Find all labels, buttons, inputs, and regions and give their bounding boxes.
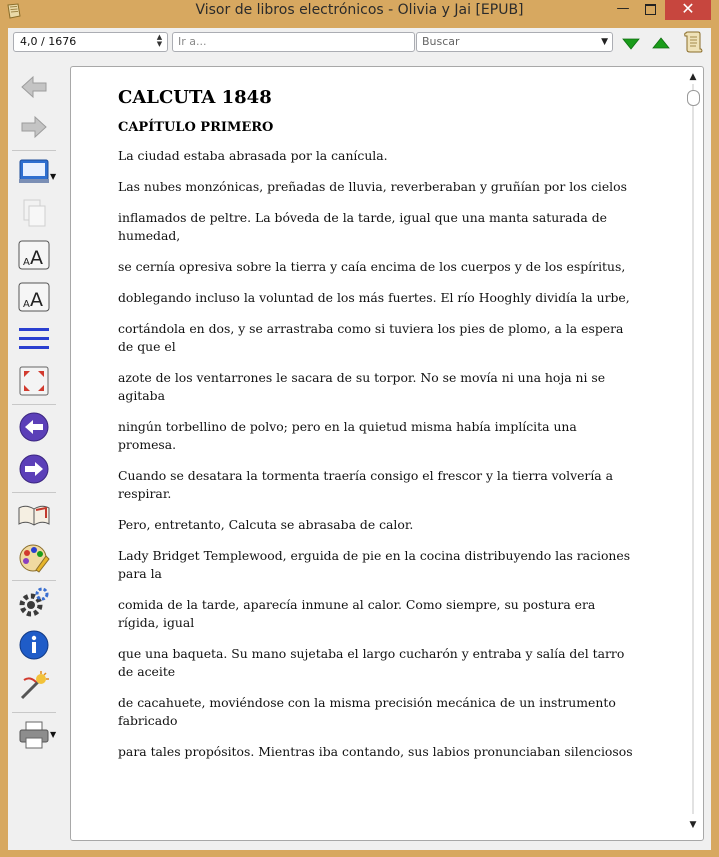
sidebar-divider — [12, 150, 56, 151]
paragraph: para tales propósitos. Mientras iba contando, sus labios pronunciaban silenciosos — [118, 744, 633, 759]
settings-button[interactable] — [16, 586, 52, 620]
next-page-icon — [16, 452, 52, 486]
paragraph: cortándola en dos, y se arrastraba como si tuviera los pies de plomo, a la espera de que el — [118, 321, 624, 354]
search-input[interactable] — [416, 32, 613, 52]
scroll-thumb[interactable] — [687, 90, 700, 106]
info-button[interactable] — [16, 628, 52, 662]
sidebar-divider — [12, 580, 56, 581]
paragraph: se cernía opresiva sobre la tierra y caía encima de los cuerpos y de los espíritus, — [118, 259, 626, 274]
chapter-heading: CAPÍTULO PRIMERO — [118, 120, 274, 135]
paragraph: Pero, entretanto, Calcuta se abrasaba de calor. — [118, 517, 414, 532]
font-smaller-button[interactable] — [16, 280, 52, 314]
table-of-contents-icon[interactable] — [682, 30, 704, 54]
paragraph: que una baqueta. Su mano sujetaba el largo cucharón y entraba y salía del tarro de aceite — [118, 646, 625, 679]
search-placeholder: Buscar — [422, 35, 460, 48]
paragraph: ningún torbellino de polvo; pero en la quietud misma había implícita una promesa. — [118, 419, 577, 452]
scroll-down-icon[interactable]: ▼ — [689, 820, 697, 830]
paragraph-list — [118, 147, 638, 761]
vertical-scrollbar[interactable] — [684, 68, 702, 836]
main-window — [8, 28, 711, 850]
paragraph: azote de los ventarrones le sacara de su torpor. No se movía ni una hoja ni se agitaba — [118, 370, 606, 403]
theme-icon — [16, 540, 52, 574]
fit-page-button[interactable] — [16, 364, 52, 398]
print-button[interactable] — [16, 718, 52, 752]
chevron-down-icon[interactable]: ▼ — [601, 37, 608, 47]
goto-input[interactable]: Ir a... — [172, 32, 415, 52]
back-icon — [16, 70, 52, 104]
settings-icon — [16, 586, 52, 620]
toolbar — [8, 28, 711, 58]
copy-button[interactable] — [16, 196, 52, 230]
font-glyph-small: A — [23, 257, 30, 268]
font-glyph-large: A — [30, 289, 43, 311]
spin-arrows-icon[interactable]: ▲ ▼ — [156, 33, 163, 48]
forward-button[interactable] — [16, 110, 52, 144]
magic-wand-icon — [16, 670, 52, 704]
chevron-down-icon[interactable]: ▼ — [50, 172, 57, 181]
magic-wand-button[interactable] — [16, 670, 52, 704]
chevron-down-icon[interactable]: ▼ — [50, 730, 57, 739]
book-title: CALCUTA 1848 — [118, 87, 272, 108]
toc-lines-button[interactable] — [16, 322, 52, 356]
toc-lines-icon — [16, 322, 52, 356]
title-bar — [0, 0, 719, 22]
fullscreen-icon — [16, 154, 52, 188]
paragraph: La ciudad estaba abrasada por la canícula. — [118, 148, 388, 163]
copy-icon — [16, 196, 52, 230]
font-larger-button[interactable] — [16, 238, 52, 272]
scroll-track[interactable] — [692, 84, 694, 814]
info-icon — [16, 628, 52, 662]
forward-icon — [16, 110, 52, 144]
scroll-up-icon[interactable]: ▲ — [689, 72, 697, 82]
back-button[interactable] — [16, 70, 52, 104]
paragraph: Lady Bridget Templewood, erguida de pie en la cocina distribuyendo las raciones para la — [118, 548, 631, 581]
previous-page-icon — [16, 410, 52, 444]
font-glyph-large: A — [30, 247, 43, 269]
close-button[interactable]: ✕ — [665, 0, 711, 20]
position-spinbox[interactable] — [13, 32, 168, 52]
reading-pane[interactable] — [70, 66, 704, 841]
find-next-icon[interactable] — [620, 33, 642, 53]
paragraph: Cuando se desatara la tormenta traería consigo el frescor y la tierra volvería a respirar. — [118, 468, 614, 501]
paragraph: comida de la tarde, aparecía inmune al calor. Como siempre, su postura era rígida, igual — [118, 597, 596, 630]
font-glyph-small: A — [23, 299, 30, 310]
font-smaller-icon — [16, 280, 52, 314]
previous-page-button[interactable] — [16, 410, 52, 444]
library-button[interactable] — [16, 498, 52, 532]
maximize-icon — [645, 4, 656, 15]
window-title: Visor de libros electrónicos - Olivia y Jai [EPUB] — [195, 2, 524, 18]
sidebar-divider — [12, 492, 56, 493]
print-icon — [16, 718, 52, 752]
paragraph: Las nubes monzónicas, preñadas de lluvia, reverberaban y gruñían por los cielos — [118, 179, 627, 194]
sidebar-divider — [12, 404, 56, 405]
find-previous-icon[interactable] — [650, 33, 672, 53]
position-value: 4,0 / 1676 — [20, 35, 77, 48]
paragraph: inflamados de peltre. La bóveda de la tarde, igual que una manta saturada de humedad, — [118, 210, 608, 243]
minimize-button[interactable]: — — [616, 1, 630, 16]
font-larger-icon — [16, 238, 52, 272]
maximize-button[interactable] — [637, 0, 663, 20]
sidebar-divider — [12, 712, 56, 713]
book-icon — [16, 498, 52, 532]
fit-page-icon — [16, 364, 52, 398]
theme-button[interactable] — [16, 540, 52, 574]
next-page-button[interactable] — [16, 452, 52, 486]
paragraph: de cacahuete, moviéndose con la misma precisión mecánica de un instrumento fabricado — [118, 695, 616, 728]
paragraph: doblegando incluso la voluntad de los más fuertes. El río Hooghly dividía la urbe, — [118, 290, 630, 305]
sidebar — [8, 64, 64, 850]
book-page — [118, 87, 638, 774]
fullscreen-button[interactable] — [16, 154, 52, 188]
